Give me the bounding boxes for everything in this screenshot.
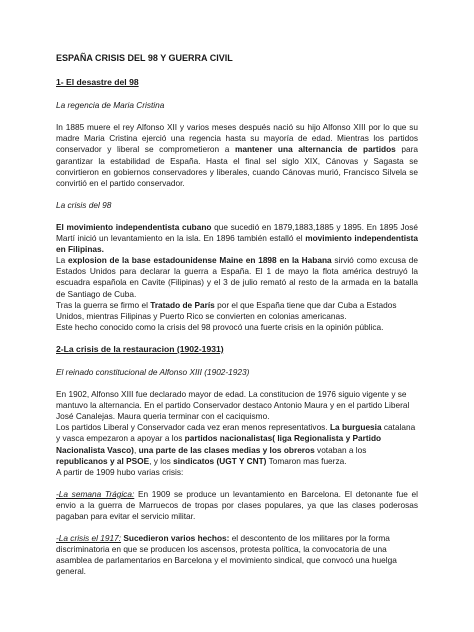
bold-run: Tratado de París bbox=[150, 299, 215, 310]
bold-run: explosion de la base estadounidense Maine en 1898 en la Habana bbox=[68, 255, 332, 266]
text-run: para garantizar la estabilidad de España. Hasta el final sel siglo XIX, Cánovas y Sagasta se convirtieron en gobiernos conservadores y liberales, cuando Cánovas murió, Francisco Silvela se convirtió en el partido conservador. bbox=[56, 144, 418, 188]
text-run: Los partidos Liberal y Conservador cada vez eran menos representativos. bbox=[56, 422, 330, 433]
bold-run: El movimiento independentista cubano bbox=[56, 221, 212, 232]
text-run: por el que España tiene que dar Cuba a Estados Unidos, mientras Filipinas y Puerto Rico se convierten en colonias americanas. bbox=[56, 299, 397, 321]
text-run: La bbox=[56, 255, 69, 266]
bold-run: sindicatos (UGT Y CNT) bbox=[173, 455, 267, 466]
italic-underline-run: -La semana Trágica: bbox=[56, 488, 135, 499]
text-run: In 1885 muere el rey Alfonso XII y varios meses después nació su hijo Alfonso XIII por lo que su madre Maria Cristina ejerció una regencia hasta su mayoría de edad. Mientras los partidos conservador y liberal se comprometieron a bbox=[56, 122, 418, 155]
paragraph-crisis-intro: A partir de 1909 hubo varias crisis: bbox=[56, 466, 184, 477]
italic-underline-run: -La crisis el 1917: bbox=[56, 533, 122, 544]
paragraph-crisis-1917 bbox=[56, 533, 418, 577]
text-run: votaban a los bbox=[314, 444, 367, 455]
paragraph-alfonso-xiii: En 1902, Alfonso XIII fue declarado mayor de edad. La constitucion de 1976 siguio vigente y se mantuvo la alternancia. En el partido Conservador destaco Antonio Maura y en el partido Liberal José Canalejas. Maura queria terminar con el caciquismo. bbox=[56, 389, 410, 422]
subsection-regencia: La regencia de Maria Cristina bbox=[56, 100, 165, 111]
subsection-crisis-98: La crisis del 98 bbox=[56, 199, 112, 210]
paragraph-tratado bbox=[56, 300, 418, 322]
document-body bbox=[56, 53, 418, 577]
paragraph-semana-tragica bbox=[56, 489, 418, 522]
text-run: Tomaron mas fuerza. bbox=[266, 455, 347, 466]
text-run: el descontento de los militares por la forma discriminatoria en que se producen los ascensos, protesta política, la convocatoria de una asamblea de parlamentarios en Barcelona y el movimiento sindical, que convocó una huelga general. bbox=[56, 533, 397, 577]
paragraph-opinion: Este hecho conocido como la crisis del 98 provocó una fuerte crisis en la opinión pública. bbox=[56, 321, 384, 332]
document-title: ESPAÑA CRISIS DEL 98 Y GUERRA CIVIL bbox=[56, 53, 233, 63]
text-run: Tras la guerra se firmo el bbox=[56, 299, 151, 310]
text-run: , y los bbox=[149, 455, 174, 466]
paragraph-partidos bbox=[56, 422, 418, 466]
bold-run: Sucedieron varios hechos: bbox=[121, 533, 230, 544]
paragraph-maine bbox=[56, 255, 418, 299]
paragraph-cuba bbox=[56, 222, 418, 255]
text-run: que sucedió en 1879,1883,1885 y 1895. En 1895 José Martí inició un levantamiento en la isla. En 1896 también estalló el bbox=[56, 221, 418, 244]
text-run: En 1909 se produce un levantamiento en Barcelona. El detonante fue el envio a la guerra de Marruecos de tropas por clases populares, ya que las clases poderosas pagaban para evitar el servicio militar. bbox=[56, 488, 418, 521]
bold-run: movimiento independentista en Filipinas. bbox=[56, 233, 419, 255]
subsection-reinado: El reinado constitucional de Alfonso XIII (1902-1923) bbox=[56, 366, 250, 377]
bold-run: partidos nacionalistas( liga Regionalista y Partido Nacionalista Vasco) bbox=[56, 433, 382, 455]
bold-run: una parte de las clases medias y los obreros bbox=[138, 444, 315, 455]
bold-run: republicanos y al PSOE bbox=[56, 455, 150, 466]
text-run: catalana y vasca empezaron a apoyar a los bbox=[56, 422, 416, 444]
text-run: sirvió como excusa de Estados Unidos para declarar la guerra a España. El 1 de mayo la flota américa destruyó la escuadra española en Cavite (Filipinas) y el 3 de julio remató al resto de la armada en la batalla de Santiago de Cuba. bbox=[56, 255, 418, 299]
paragraph-regencia bbox=[56, 122, 418, 189]
text-run: , bbox=[133, 444, 139, 455]
bold-run: La burguesia bbox=[329, 422, 382, 433]
bold-run: mantener una alternancia de partidos bbox=[234, 144, 396, 155]
section-heading-1: 1- El desastre del 98 bbox=[56, 77, 139, 88]
section-heading-2: 2-La crisis de la restauracion (1902-1931) bbox=[56, 343, 224, 354]
